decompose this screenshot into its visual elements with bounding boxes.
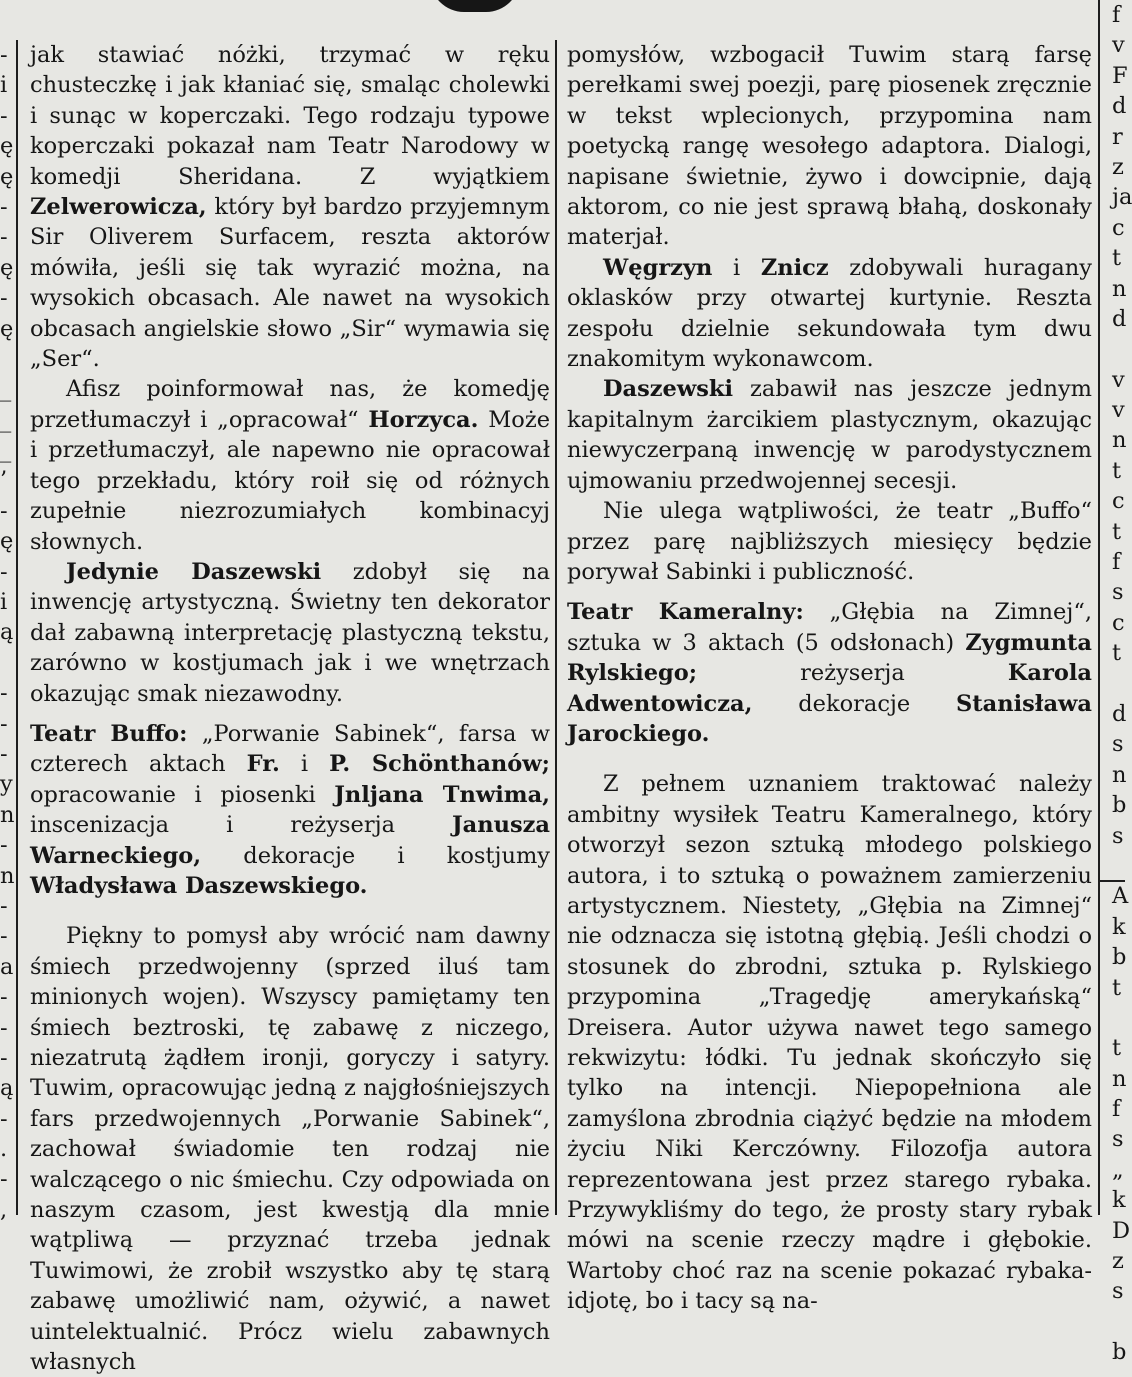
left-edge-glyph: - [0,285,8,312]
left-edge-glyph: ą [0,1075,14,1102]
column-2 [567,40,1092,1315]
heading-teatr-kameralny: Teatr Kameralny: „Głębia na Zimnej“, sztuka w 3 aktach (5 odsłonach) Zygmunta Rylskiego; reżyserja Karola Adwentowicza, dekoracje Stanisława Jarockiego. [567,599,1092,747]
right-edge-glyph: d [1112,305,1127,332]
right-edge-glyph: s [1112,1126,1124,1153]
left-edge-glyph: i [0,72,8,99]
right-edge-glyph: t [1112,245,1122,272]
left-edge-glyph [0,344,12,374]
right-edge-glyph: b [1112,944,1127,971]
left-edge-glyph: n [0,801,15,828]
right-edge-glyph: d [1112,700,1127,727]
right-edge-glyph: c [1112,214,1125,241]
left-edge-glyph: , [0,1196,8,1223]
right-edge-glyph: n [1112,1065,1127,1092]
left-edge-glyph: y [0,771,13,798]
right-edge-glyph: c [1112,609,1125,636]
left-edge-glyph: - [0,1044,8,1071]
left-edge-glyph [0,648,12,678]
left-edge-glyph: ą [0,619,14,646]
left-edge-glyph: a [0,953,14,980]
right-edge-column [1112,0,1132,1368]
heading-teatr-buffo: Teatr Buffo: „Porwanie Sabinek“, farsa w czterech aktach Fr. i P. Schönthanów; opracowanie i piosenki Jnljana Tnwima, inscenizacja i reżyserja Janusza Warneckiego, dekoracje i kostjumy Władysława Daszewskiego. [30,720,550,899]
left-edge-glyph: _ [0,406,12,433]
right-edge-glyph: t [1112,640,1122,667]
left-edge-glyph: - [0,193,8,220]
column-1 [30,40,551,1376]
right-edge-glyph: v [1112,397,1125,424]
left-edge-glyph: ę [0,528,14,555]
right-edge-glyph [1112,1003,1125,1033]
paragraph-daszewski: Jedynie Daszewski zdobył się na inwencję artystyczną. Świetny ten dekorator dał zabawną interpretację plastyczną tekstu, zarówno w kostjumach jak i we wnętrzach okazując smak niezawodny. [30,558,550,707]
left-edge-glyph: ę [0,315,14,342]
right-edge-glyph: „ [1112,1156,1124,1183]
right-edge-glyph: ja [1112,184,1132,211]
right-edge-glyph: n [1112,275,1127,302]
right-edge-glyph: F [1112,62,1128,89]
left-edge-glyph: - [0,1166,8,1193]
right-edge-glyph [1112,1307,1125,1337]
left-edge-glyph: . [0,1136,8,1163]
left-edge-glyph: - [0,1014,8,1041]
right-edge-glyph: A [1112,883,1129,910]
right-edge-glyph: d [1112,93,1127,120]
paragraph-piekny-pomysl: Piękny to pomysł aby wrócić nam dawny śmiech przedwojenny (sprzed iluś tam minionych wojen). Wszyscy pamiętamy ten śmiech beztroski, tę zabawę z niczego, niezatrutą żądłem ironji, goryczy i satyry. Tuwim, opracowując jedną z najgłośniejszych fars przedwojennych „Porwanie Sabinek“, zachował świadomie ten rodzaj nie walczącego o nic śmiechu. Czy odpowiada on naszym czasom, jest kwestją dla mnie wątpliwą — przyznać trzeba jednak Tuwimowi, że zrobił wszystko aby tę starą zabawę umożliwić nam, ożywić, a nawet uintelektualnić. Prócz wielu zabawnych własnych [30,923,550,1376]
right-edge-glyph: v [1112,32,1125,59]
column-rule-left [16,40,18,1215]
left-edge-glyph: n [0,862,15,889]
left-edge-glyph: - [0,42,8,68]
left-edge-glyph: - [0,224,8,251]
left-edge-glyph: ę [0,133,14,160]
right-edge-glyph: z [1112,153,1124,180]
right-edge-glyph: f [1112,549,1121,576]
left-edge-glyph: _ [0,376,12,403]
right-edge-glyph [1112,851,1125,881]
right-edge-glyph: s [1112,731,1124,758]
paragraph-z-pelnem-uznaniem: Z pełnem uznaniem traktować należy ambitny wysiłek Teatru Kameralnego, który otworzył sezon sztuką młodego polskiego autora, i to sztuką o poważnem zamierzeniu artystycznem. Niestety, „Głębia na Zimnej“ nie odznacza się istotną głębią. Jeśli chodzi o stosunek do zbrodni, sztuka p. Rylskiego przypomina „Tragedję amerykańską“ Dreisera. Autor używa nawet tego samego rekwizytu: łódki. Tu jednak skończyło się tylko na intencji. Niepopełniona ale zamyślona zbrodnia ciążyć będzie na młodem życiu Niki Kerczówny. Filozofja autora reprezentowana jest przez starego rybaka. Przywykliśmy do tego, że prosty stary rybak mówi na scenie rzeczy mądre i głębokie. Wartoby choć raz na scenie pokazać rybaka-idjotę, bo i tacy są na- [567,771,1092,1315]
left-edge-glyph: - [0,1105,8,1132]
left-edge-glyph: - [0,984,8,1011]
left-edge-glyph: ę [0,254,14,281]
left-edge-glyph: - [0,680,8,707]
right-edge-glyph: t [1112,1035,1122,1062]
left-edge-glyph: - [0,923,8,950]
right-edge-glyph: r [1112,123,1123,150]
right-edge-glyph: c [1112,488,1125,515]
right-edge-glyph: t [1112,518,1122,545]
column-rule-right [1098,0,1100,1215]
left-edge-glyph: i [0,589,8,616]
right-edge-glyph: v [1112,366,1125,393]
right-edge-glyph: k [1112,1187,1126,1214]
left-edge-glyph: - [0,558,8,585]
right-edge-glyph: n [1112,761,1127,788]
left-edge-glyph: - [0,710,8,737]
left-edge-glyph: - [0,892,8,919]
left-edge-glyph: - [0,497,8,524]
right-edge-glyph: f [1112,1096,1121,1123]
right-edge-glyph: s [1112,1278,1124,1305]
left-edge-glyph: ę [0,163,14,190]
right-edge-glyph: k [1112,913,1126,940]
headline-fragment [430,0,520,12]
paragraph-daszewski-zarcik: Daszewski zabawił nas jeszcze jednym kapitalnym żarcikiem plastycznym, okazując niewyczerpaną inwencję w parodystycznem ujmowaniu przedwojennej secesji. [567,376,1092,494]
right-edge-glyph: b [1112,792,1127,819]
right-edge-glyph: z [1112,1248,1124,1275]
right-edge-glyph: s [1112,579,1124,606]
paragraph-pomyslow: pomysłów, wzbogacił Tuwim starą farsę perełkami swej poezji, parę piosenek zręcznie w tekst wplecionych, przypomina nam poetycką rangę wesołego adaptora. Dialogi, napisane świetnie, żywo i dowcipnie, dają aktorom, co nie jest sprawą błahą, doskonały materjał. [567,42,1092,251]
paragraph-nie-ulega: Nie ulega wątpliwości, że teatr „Buffo“ przez parę najbliższych miesięcy będzie porywał Sabinki i publiczność. [567,498,1092,585]
paragraph-wegrzyn-znicz: Węgrzyn i Znicz zdobywali huragany oklasków przy otwartej kurtynie. Reszta zespołu dzielnie sekundowała tym dwu znakomitym wykonawcom. [567,254,1092,373]
right-edge-glyph: f [1112,2,1121,28]
right-edge-glyph: s [1112,822,1124,849]
right-edge-glyph: n [1112,427,1127,454]
left-edge-glyph: - [0,832,8,859]
left-edge-glyph: - [0,102,8,129]
right-edge-glyph: t [1112,457,1122,484]
right-edge-glyph: b [1112,1339,1127,1366]
right-edge-glyph [1112,334,1125,364]
right-edge-glyph: D [1112,1217,1131,1244]
paragraph-afisz: Afisz poinformował nas, że komedję przetłumaczył i „opracował“ Horzyca. Może i przetłumaczył, ale napewno nie opracował tego przekładu, który roił się od różnych zupełnie niezrozumiałych kombinacyj słownych. [30,376,551,555]
right-edge-glyph: t [1112,974,1122,1001]
paragraph-sheridana: jak stawiać nóżki, trzymać w ręku chusteczkę i jak kłaniać się, smaląc cholewki i sunąc w koperczaki. Tego rodzaju typowe koperczaki pokazał nam Teatr Narodowy w komedji Sheridana. Z wyjątkiem Zelwerowicza, który był bardzo przyjemnym Sir Oliverem Surfacem, reszta aktorów mówiła, jeśli się tak wyrazić można, na wysokich obcasach. Ale nawet na wysokich obcasach angielskie słowo „Sir“ wymawia się „Ser“. [30,42,550,373]
right-edge-glyph [1112,669,1125,699]
left-edge-glyph: _ [0,437,12,464]
left-edge-column [0,40,15,1225]
column-rule-middle [555,40,557,1215]
left-edge-glyph: - [0,740,8,767]
left-edge-glyph: ’ [0,467,8,494]
